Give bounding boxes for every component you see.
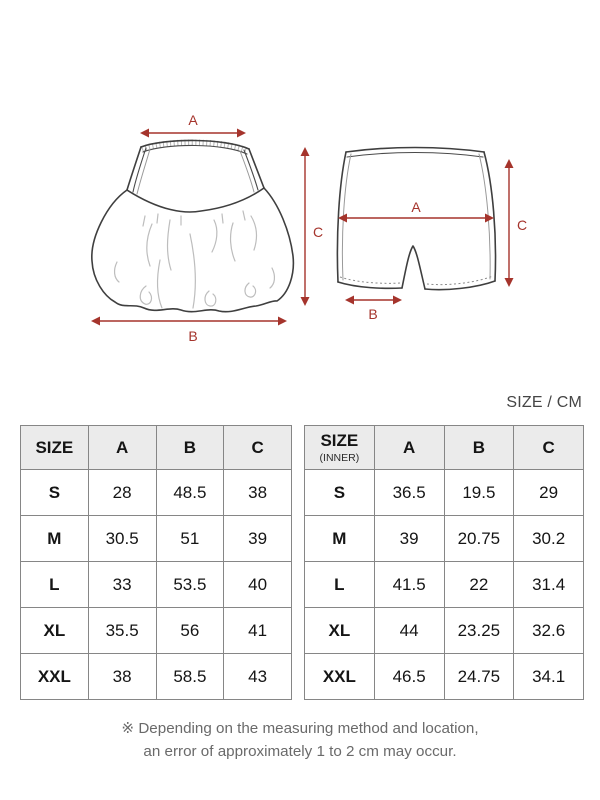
inner-header-a: A	[374, 426, 444, 470]
value-cell: 23.25	[444, 608, 514, 654]
value-cell: 40	[224, 562, 292, 608]
garment-diagrams	[0, 0, 600, 390]
table-row	[21, 562, 292, 608]
value-cell: 32.6	[514, 608, 584, 654]
skirt-measure-a-arrow	[140, 129, 246, 138]
skirt-measure-b-label: B	[188, 328, 198, 344]
outer-header-size: SIZE	[21, 426, 89, 470]
disclaimer-line-2: an error of approximately 1 to 2 cm may occur.	[143, 742, 457, 760]
skirt-measure-c-arrow	[301, 147, 310, 306]
size-cell: M	[305, 516, 375, 562]
table-row	[21, 608, 292, 654]
inner-header-size	[305, 426, 375, 470]
value-cell: 28	[88, 470, 156, 516]
value-cell: 58.5	[156, 654, 224, 700]
size-cell: XL	[305, 608, 375, 654]
inner-header-size-text: SIZE	[320, 431, 359, 450]
value-cell: 30.5	[88, 516, 156, 562]
shorts-measure-c-label: C	[517, 217, 528, 233]
table-row	[21, 654, 292, 700]
size-tables	[20, 425, 584, 700]
value-cell: 29	[514, 470, 584, 516]
skirt-measure-c-label: C	[313, 224, 324, 240]
value-cell: 38	[224, 470, 292, 516]
value-cell: 35.5	[88, 608, 156, 654]
value-cell: 19.5	[444, 470, 514, 516]
size-cell: L	[21, 562, 89, 608]
inner-size-table	[304, 425, 584, 700]
skirt-measure-a-label: A	[188, 112, 198, 128]
disclaimer-line-1: ※ Depending on the measuring method and location,	[121, 720, 479, 737]
size-cell: XXL	[305, 654, 375, 700]
value-cell: 39	[224, 516, 292, 562]
inner-header-b: B	[444, 426, 514, 470]
value-cell: 31.4	[514, 562, 584, 608]
shorts-measure-b-arrow	[345, 296, 402, 305]
outer-header-c: C	[224, 426, 292, 470]
size-cell: M	[21, 516, 89, 562]
table-row	[21, 516, 292, 562]
size-cell: XL	[21, 608, 89, 654]
table-row	[21, 470, 292, 516]
value-cell: 20.75	[444, 516, 514, 562]
value-cell: 41.5	[374, 562, 444, 608]
shorts-measure-b-label: B	[368, 306, 378, 322]
value-cell: 34.1	[514, 654, 584, 700]
value-cell: 36.5	[374, 470, 444, 516]
skirt-measure-b-arrow	[91, 317, 287, 326]
size-cell: L	[305, 562, 375, 608]
size-cell: S	[21, 470, 89, 516]
table-row	[305, 562, 584, 608]
value-cell: 48.5	[156, 470, 224, 516]
size-unit-label: SIZE / CM	[506, 394, 582, 411]
outer-header-b: B	[156, 426, 224, 470]
value-cell: 22	[444, 562, 514, 608]
outer-size-table	[20, 425, 292, 700]
value-cell: 33	[88, 562, 156, 608]
value-cell: 56	[156, 608, 224, 654]
measurement-disclaimer	[0, 718, 600, 763]
value-cell: 44	[374, 608, 444, 654]
inner-header-row	[305, 426, 584, 470]
value-cell: 43	[224, 654, 292, 700]
skirt-diagram	[92, 140, 294, 311]
outer-header-row	[21, 426, 292, 470]
value-cell: 30.2	[514, 516, 584, 562]
outer-header-a: A	[88, 426, 156, 470]
inner-header-size-sub: (INNER)	[319, 452, 360, 464]
value-cell: 24.75	[444, 654, 514, 700]
size-cell: S	[305, 470, 375, 516]
table-row	[305, 608, 584, 654]
value-cell: 46.5	[374, 654, 444, 700]
value-cell: 53.5	[156, 562, 224, 608]
shorts-measure-a-label: A	[411, 199, 421, 215]
size-cell: XXL	[21, 654, 89, 700]
value-cell: 39	[374, 516, 444, 562]
table-row	[305, 654, 584, 700]
inner-header-c: C	[514, 426, 584, 470]
table-row	[305, 470, 584, 516]
table-row	[305, 516, 584, 562]
shorts-measure-c-arrow	[505, 159, 514, 287]
value-cell: 38	[88, 654, 156, 700]
value-cell: 51	[156, 516, 224, 562]
value-cell: 41	[224, 608, 292, 654]
